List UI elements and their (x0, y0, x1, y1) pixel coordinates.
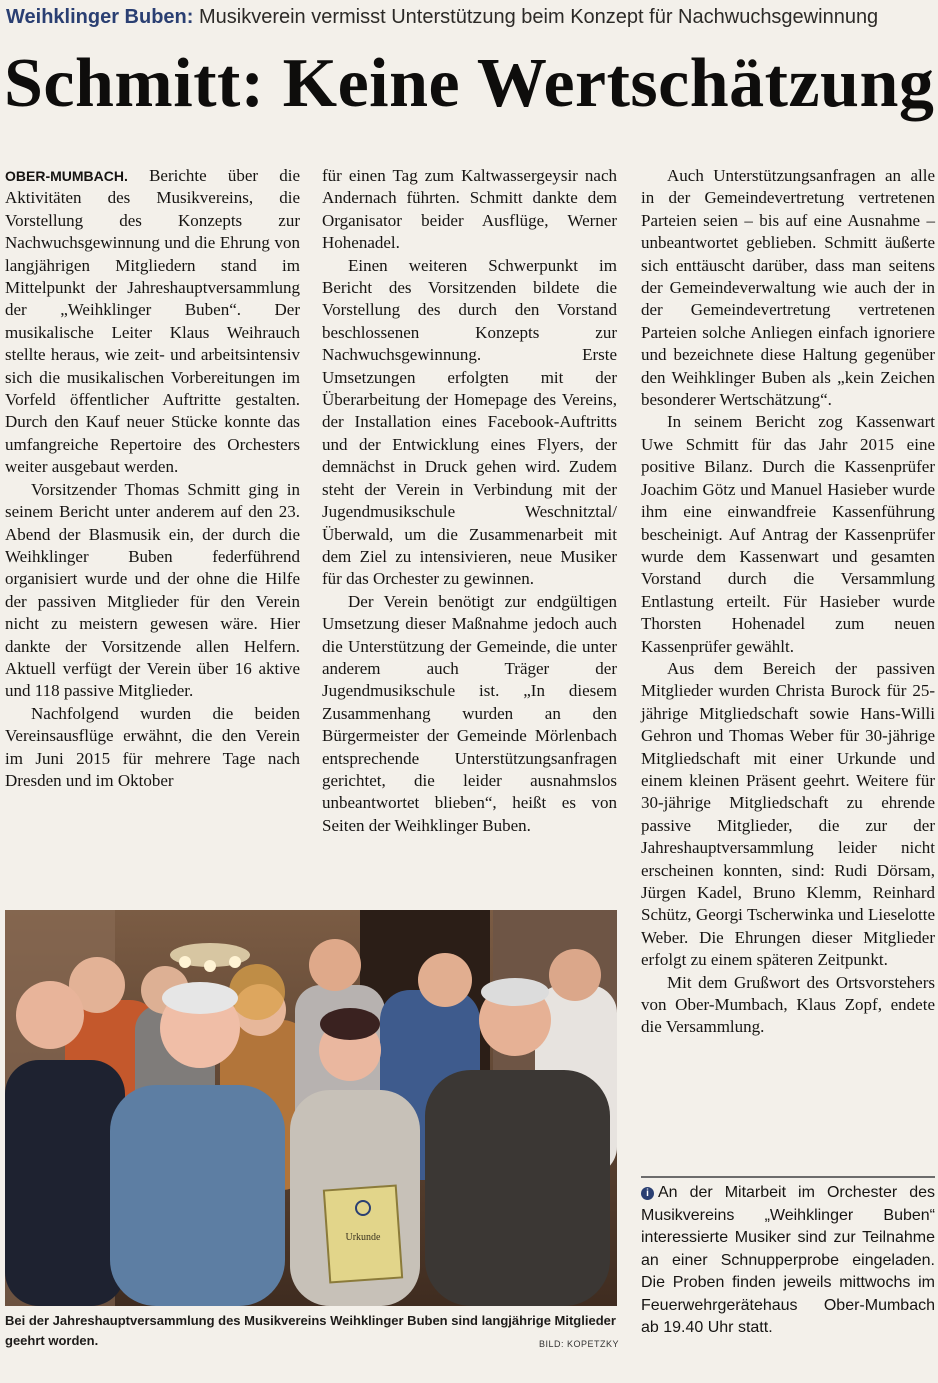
article-kicker (6, 4, 932, 30)
paragraph: Auch Unterstützungsanfragen an alle in der Gemeindevertretung vertretenen Parteien seien – bis auf eine Ausnahme – unbeantwortet geblieben. Schmitt äußerte sich enttäuscht darüber, dass man seitens der Gemeindeverwaltung wie auch der in der Gemeindevertretung vertretenen Parteien solche Anliegen einfach ignoriere und bezeichnete diese Haltung gegenüber den Weihklinger Buben als „kein Zeichen besonderer Wertschätzung“. (641, 166, 935, 410)
paragraph: Einen weiteren Schwerpunkt im Bericht des Vorsitzenden bildete die Vorstellung des durch den Vorstand beschlossenen Konzepts zur Nachwuchsgewinnung. Erste Umsetzungen erfolgten mit der Überarbeitung der Homepage des Vereins, der Installation eines Facebook-Auftritts und der Entwicklung eines Flyers, der demnächst in Druck gehen wird. Zudem steht der Verein in Verbindung mit der Jugendmusikschule Weschnitztal/Überwald, um die Zusammenarbeit mit dem Ziel zu intensivieren, neue Musiker für das Orchester zu gewinnen. (322, 255, 617, 589)
article-column-1 (5, 165, 300, 792)
paragraph: für einen Tag zum Kaltwassergeysir nach Andernach führten. Schmitt dankte dem Organisator beider Ausflüge, Werner Hohenadel. (322, 166, 617, 253)
article-column-3 (641, 165, 935, 1039)
paragraph (5, 165, 300, 479)
group-photo (5, 910, 617, 1306)
paragraph: Vorsitzender Thomas Schmitt ging in seinem Bericht unter anderem auf den 23. Abend der Blasmusik ein, der durch die Weihklinger Buben federführend organisiert wurde und der ohne die Hilfe der passiven Mitglieder für den Verein nicht zu meistern gewesen wäre. Hier dankte der Vorsitzende allen Helfern. Aktuell verfügt der Verein über 16 aktive und 118 passive Mitglieder. (5, 479, 300, 701)
certificate-text: Urkunde (345, 1232, 381, 1243)
paragraph: Mit dem Grußwort des Ortsvorstehers von Ober-Mumbach, Klaus Zopf, endete die Versammlung. (641, 972, 935, 1037)
photo-credit: BILD: KOPETZKY (538, 1339, 619, 1349)
article-column-2 (322, 165, 617, 837)
group-photo-illustration (5, 910, 617, 1306)
info-text: An der Mitarbeit im Orchester des Musikvereins „Weihklinger Buben“ interessierte Musiker sind zur Teilnahme an einer Schnupperprobe eingeladen. Die Proben finden jeweils mittwochs im Feuerwehrgerätehaus Ober-Mumbach ab 19.40 Uhr statt. (641, 1184, 935, 1336)
dateline: OBER-MUMBACH. (5, 168, 128, 184)
info-icon: i (641, 1187, 654, 1200)
kicker-text: Musikverein vermisst Unterstützung beim Konzept für Nachwuchsgewinnung (198, 6, 879, 28)
certificate (324, 1186, 402, 1283)
paragraph: Der Verein benötigt zur endgültigen Umsetzung dieser Maßnahme jedoch auch die Unterstützung der Gemeinde, die unter anderem auch Träger der Jugendmusikschule ist. „In diesem Zusammenhang wurden an den Bürgermeister der Gemeinde Mörlenbach entsprechende Unterstützungsanfragen gerichtet, die leider ausnahmslos unbeantwortet blieben“, heißt es von Seiten der Weihklinger Buben. (322, 591, 617, 835)
info-box (641, 1176, 935, 1340)
paragraph: Nachfolgend wurden die beiden Vereinsausflüge erwähnt, die den Verein im Juni 2015 für mehrere Tage nach Dresden und im Oktober (5, 703, 300, 790)
article-headline: Schmitt: Keine Wertschätzung (4, 45, 935, 122)
kicker-label: Weihklinger Buben: (6, 6, 194, 28)
paragraph-text: Berichte über die Aktivitäten des Musikvereins, die Vorstellung des Konzepts zur Nachwuchsgewinnung und die Ehrung von langjährigen Mitgliedern stand im Mittelpunkt der Jahreshauptversammlung der „Weihklinger Buben“. Der musikalische Leiter Klaus Weihrauch stellte heraus, wie zeit- und arbeitsintensiv sich die musikalischen Vorbereitungen im Vorfeld öffentlicher Auftritte gestalten. Durch den Kauf neuer Stücke konnte das umfangreiche Repertoire des Orchesters weiter ausgebaut werden. (5, 166, 301, 477)
paragraph: Aus dem Bereich der passiven Mitglieder wurden Christa Burock für 25-jährige Mitgliedschaft sowie Hans-Willi Gehron und Thomas Weber für 30-jährige Mitgliedschaft mit einer Urkunde und einem kleinen Präsent geehrt. Weitere für 30-jährige Mitgliedschaft zu ehrende passive Mitglieder, die zur der Jahreshauptversammlung leider nicht erscheinen konnten, sind: Rudi Dörsam, Jürgen Kadel, Bruno Klemm, Reinhard Schütz, Georgi Tscherwinka und Lieselotte Weber. Die Ehrungen dieser Mitglieder erfolgt zu einem späteren Zeitpunkt. (641, 658, 935, 970)
paragraph: In seinem Bericht zog Kassenwart Uwe Schmitt für das Jahr 2015 eine positive Bilanz. Durch die Kassenprüfer Joachim Götz und Manuel Hasieber wurde ihm eine einwandfreie Kassenführung bescheinigt. Auf Antrag der Kassenprüfer wurde dem Kassenwart und gesamten Vorstand durch die Versammlung Entlastung erteilt. Für Hasieber wurde Thorsten Hohenadel zum neuen Kassenprüfer gewählt. (641, 412, 935, 656)
photo-caption: Bei der Jahreshauptversammlung des Musikvereins Weihklinger Buben sind langjährige Mitglieder geehrt worden. (5, 1313, 616, 1348)
